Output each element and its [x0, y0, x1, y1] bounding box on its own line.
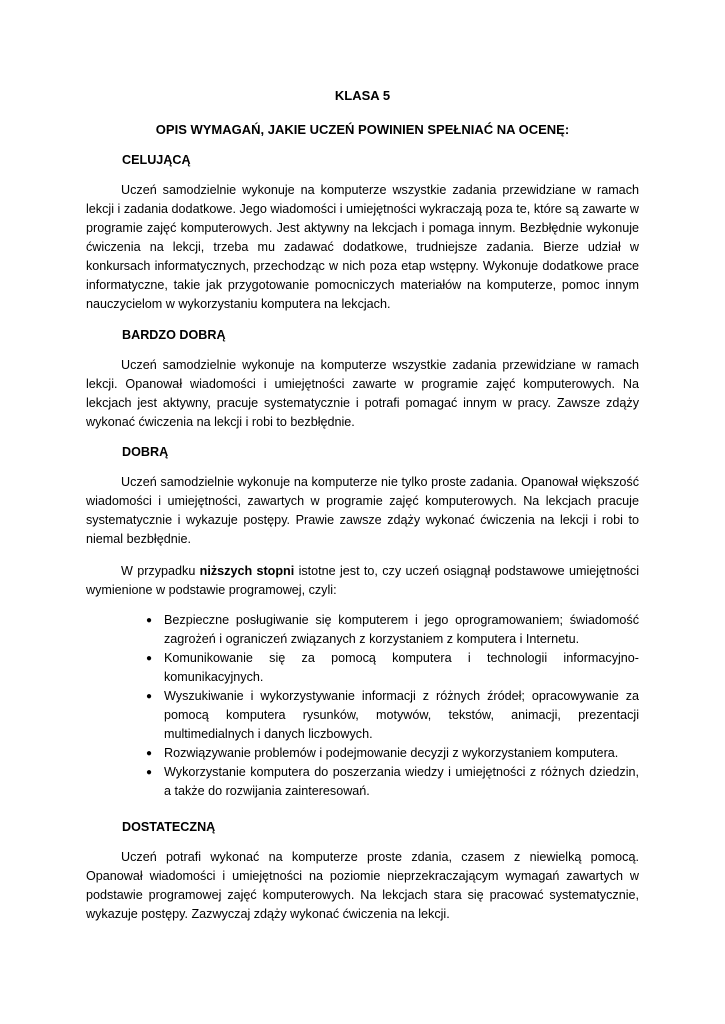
list-item-text: Rozwiązywanie problemów i podejmowanie decyzji z wykorzystaniem komputera. — [164, 746, 619, 760]
list-item — [146, 611, 639, 649]
bullet-icon: ● — [146, 615, 153, 626]
list-item — [146, 687, 639, 744]
list-item-text: Komunikowanie się za pomocą komputera i technologii informacyjno-komunikacyjnych. — [164, 651, 639, 684]
grade-text-dobra: Uczeń samodzielnie wykonuje na komputerze nie tylko proste zadania. Opanował większość wiadomości i umiejętności, zawartych w programie zajęć komputerowych. Na lekcjach pracuje systematycznie i wykazuje postępy. Prawie zawsze zdąży wykonać ćwiczenia na lekcji i robi to niemal bezbłędnie. — [86, 475, 639, 546]
lower-grades-intro — [86, 562, 639, 600]
document-title: KLASA 5 — [334, 88, 391, 103]
bullet-icon: ● — [146, 653, 153, 664]
grade-heading-dobra: DOBRĄ — [122, 445, 169, 459]
grade-text-celujaca: Uczeń samodzielnie wykonuje na komputerze wszystkie zadania przewidziane w ramach lekcji i zadania dodatkowe. Jego wiadomości i umiejętności wykraczają poza te, które są zawarte w programie zajęć komputerowych. Jest aktywny na lekcjach i pomaga innym. Bezbłędnie wykonuje ćwiczenia na lekcji, trzeba mu zadawać dodatkowe, trudniejsze zadania. Bierze udział w konkursach informatycznych, przechodząc w nich poza etap wstępny. Wykonuje dodatkowe prace informatyczne, takie jak przygotowanie pomocniczych materiałów na komputerze, pomoc innym nauczycielom w wykorzystaniu komputera na lekcjach. — [86, 183, 639, 311]
grade-text-bardzo-dobra: Uczeń samodzielnie wykonuje na komputerze wszystkie zadania przewidziane w ramach lekcji. Opanował wiadomości i umiejętności zawarte w programie zajęć komputerowych. Na lekcjach jest aktywny, pracuje systematycznie i potrafi pomagać innym w pracy. Zawsze zdąży wykonać ćwiczenia na lekcji i robi to bezbłędnie. — [86, 358, 639, 429]
document-subtitle: OPIS WYMAGAŃ, JAKIE UCZEŃ POWINIEN SPEŁNIAĆ NA OCENĘ: — [155, 122, 570, 137]
list-item — [146, 744, 639, 763]
list-item-text: Bezpieczne posługiwanie się komputerem i jego oprogramowaniem; świadomość zagrożeń i ograniczeń związanych z korzystaniem z komputera i Internetu. — [164, 613, 639, 646]
bullet-icon: ● — [146, 691, 153, 702]
grade-heading-bardzo-dobra: BARDZO DOBRĄ — [122, 328, 226, 342]
grade-text-dostateczna: Uczeń potrafi wykonać na komputerze proste zdania, czasem z niewielką pomocą. Opanował wiadomości i umiejętności na poziomie nieprzekraczającym wymagań zawartych w podstawie programowej zajęć komputerowych. Na lekcjach stara się pracować systematycznie, wykazuje postępy. Zazwyczaj zdąży wykonać ćwiczenia na lekcji. — [86, 850, 639, 921]
grade-heading-celujaca: CELUJĄCĄ — [122, 153, 191, 167]
list-item-text: Wyszukiwanie i wykorzystywanie informacji z różnych źródeł; opracowywanie za pomocą komputera rysunków, motywów, tekstów, animacji, prezentacji multimedialnych i danych liczbowych. — [164, 689, 639, 741]
bullet-icon: ● — [146, 767, 153, 778]
lower-grades-text-after: istotne jest to, czy uczeń osiągnął podstawowe umiejętności wymienione w podstawie programowej, czyli: — [86, 564, 639, 597]
list-item — [146, 649, 639, 687]
skills-list — [146, 611, 639, 801]
bullet-icon: ● — [146, 748, 153, 759]
list-item-text: Wykorzystanie komputera do poszerzania wiedzy i umiejętności z różnych dziedzin, a także do rozwijania zainteresowań. — [164, 765, 639, 798]
lower-grades-text-before: W przypadku — [121, 564, 200, 578]
grade-heading-dostateczna: DOSTATECZNĄ — [122, 820, 216, 834]
list-item — [146, 763, 639, 801]
lower-grades-bold: niższych stopni — [199, 564, 295, 578]
